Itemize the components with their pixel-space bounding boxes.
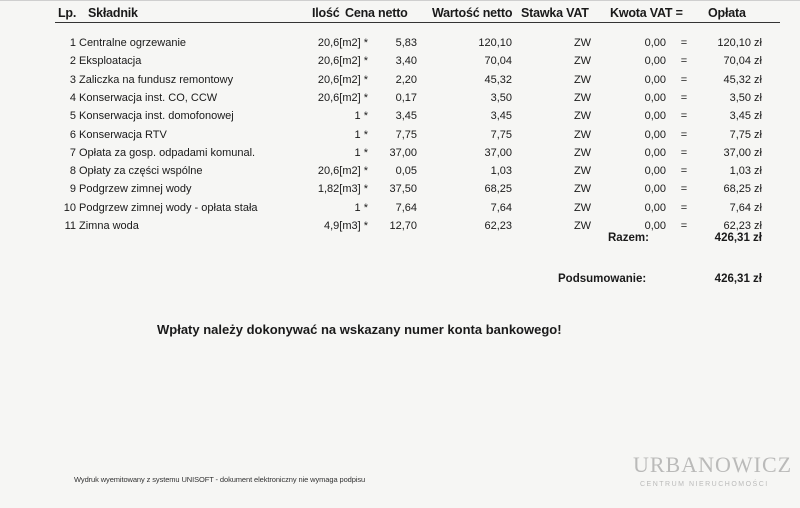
row-quantity: 20,6[m2] * <box>317 37 368 49</box>
row-unit-price: 37,50 <box>389 183 417 196</box>
row-equals-sign: = <box>680 91 688 104</box>
row-vat-amount: 0,00 <box>644 165 666 178</box>
col-header-lp: Lp. <box>58 6 77 20</box>
row-vat-amount: 0,00 <box>644 220 666 232</box>
row-lp: 3 <box>69 73 76 86</box>
row-vat-rate: ZW <box>573 91 592 104</box>
row-net-value: 45,32 <box>484 73 512 86</box>
row-net-value: 7,75 <box>490 128 512 141</box>
row-lp: 7 <box>69 146 76 159</box>
footer-note: Wydruk wyemitowany z systemu UNISOFT - dokument elektroniczny nie wymaga podpisu <box>74 475 366 484</box>
watermark-logo-subtext: CENTRUM NIERUCHOMOŚCI <box>640 481 769 488</box>
row-net-value: 62,23 <box>484 220 512 232</box>
table-row <box>0 92 800 110</box>
table-row <box>0 129 800 147</box>
row-name: Eksploatacja <box>79 55 142 68</box>
row-lp: 10 <box>63 201 76 214</box>
col-header-stawka: Stawka VAT <box>521 6 589 20</box>
row-net-value: 3,45 <box>490 110 512 123</box>
row-quantity: 20,6[m2] * <box>317 165 368 178</box>
row-lp: 2 <box>69 55 76 68</box>
row-lp: 6 <box>69 128 76 141</box>
col-header-oplata: Opłata <box>708 6 746 20</box>
row-vat-rate: ZW <box>573 128 592 141</box>
row-name: Zimna woda <box>79 220 139 232</box>
podsumowanie-value: 426,31 zł <box>714 273 762 285</box>
row-equals-sign: = <box>680 55 688 68</box>
row-equals-sign: = <box>680 128 688 141</box>
watermark-logo-text: URBANOWICZ <box>633 452 793 477</box>
table-row <box>0 37 800 55</box>
row-equals-sign: = <box>680 37 688 49</box>
row-payment: 62,23 zł <box>723 220 762 232</box>
row-quantity: 1 * <box>354 110 368 123</box>
table-row <box>0 147 800 165</box>
row-lp: 4 <box>69 91 76 104</box>
row-payment: 68,25 zł <box>723 183 762 196</box>
row-name: Podgrzew zimnej wody - opłata stała <box>79 201 258 214</box>
row-vat-rate: ZW <box>573 183 592 196</box>
row-vat-rate: ZW <box>573 165 592 178</box>
col-header-ilosc: Ilość <box>312 6 340 20</box>
razem-value: 426,31 zł <box>714 232 762 244</box>
podsumowanie-label: Podsumowanie: <box>558 273 647 285</box>
row-name: Opłaty za części wspólne <box>79 165 203 178</box>
row-lp: 11 <box>64 220 76 232</box>
row-unit-price: 7,75 <box>395 128 417 141</box>
row-name: Zaliczka na fundusz remontowy <box>79 73 234 86</box>
table-row <box>0 55 800 73</box>
row-vat-rate: ZW <box>573 55 592 68</box>
row-net-value: 1,03 <box>490 165 512 178</box>
row-vat-rate: ZW <box>573 220 592 232</box>
row-lp: 8 <box>69 165 76 178</box>
row-unit-price: 0,17 <box>395 91 417 104</box>
row-quantity: 1 * <box>354 128 368 141</box>
row-quantity: 20,6[m2] * <box>317 73 368 86</box>
table-row <box>0 165 800 183</box>
row-payment: 45,32 zł <box>723 73 762 86</box>
row-payment: 7,64 zł <box>729 201 762 214</box>
row-net-value: 120,10 <box>478 37 512 49</box>
row-lp: 9 <box>69 183 76 196</box>
row-unit-price: 3,45 <box>395 110 417 123</box>
row-unit-price: 2,20 <box>395 73 417 86</box>
row-payment: 3,50 zł <box>729 91 762 104</box>
row-net-value: 37,00 <box>484 146 512 159</box>
row-vat-rate: ZW <box>573 146 592 159</box>
row-vat-rate: ZW <box>573 37 592 49</box>
row-unit-price: 3,40 <box>395 55 417 68</box>
row-net-value: 7,64 <box>490 201 512 214</box>
row-vat-amount: 0,00 <box>644 183 666 196</box>
row-quantity: 4,9[m3] * <box>323 220 368 232</box>
row-equals-sign: = <box>680 183 688 196</box>
table-row <box>0 183 800 201</box>
row-name: Centralne ogrzewanie <box>79 37 187 49</box>
row-lp: 5 <box>69 110 76 123</box>
row-payment: 1,03 zł <box>729 165 762 178</box>
col-header-cena: Cena netto <box>345 6 408 20</box>
row-quantity: 20,6[m2] * <box>317 55 368 68</box>
row-vat-amount: 0,00 <box>644 110 666 123</box>
row-net-value: 68,25 <box>484 183 512 196</box>
table-row <box>0 74 800 92</box>
row-unit-price: 37,00 <box>389 146 417 159</box>
row-vat-amount: 0,00 <box>644 91 666 104</box>
row-vat-rate: ZW <box>573 110 592 123</box>
row-name: Opłata za gosp. odpadami komunal. <box>79 146 256 159</box>
row-payment: 120,10 zł <box>717 37 762 49</box>
row-vat-rate: ZW <box>573 73 592 86</box>
row-equals-sign: = <box>680 201 688 214</box>
row-vat-amount: 0,00 <box>644 128 666 141</box>
row-equals-sign: = <box>680 73 688 86</box>
row-net-value: 70,04 <box>484 55 512 68</box>
row-payment: 3,45 zł <box>729 110 762 123</box>
col-header-wartosc: Wartość netto <box>432 6 513 20</box>
table-row <box>0 220 800 238</box>
row-vat-amount: 0,00 <box>644 37 666 49</box>
row-vat-amount: 0,00 <box>644 201 666 214</box>
row-equals-sign: = <box>680 165 688 178</box>
row-quantity: 1,82[m3] * <box>317 183 368 196</box>
row-name: Konserwacja inst. domofonowej <box>79 110 234 123</box>
table-row <box>0 202 800 220</box>
row-lp: 1 <box>69 37 76 49</box>
row-quantity: 1 * <box>354 201 368 214</box>
row-name: Konserwacja RTV <box>79 128 167 141</box>
table-row <box>0 110 800 128</box>
row-name: Konserwacja inst. CO, CCW <box>79 91 218 104</box>
row-vat-amount: 0,00 <box>644 55 666 68</box>
row-unit-price: 7,64 <box>395 201 417 214</box>
row-unit-price: 0,05 <box>395 165 417 178</box>
row-equals-sign: = <box>680 220 688 232</box>
row-vat-rate: ZW <box>573 201 592 214</box>
row-name: Podgrzew zimnej wody <box>79 183 192 196</box>
row-net-value: 3,50 <box>490 91 512 104</box>
row-equals-sign: = <box>680 110 688 123</box>
row-payment: 37,00 zł <box>723 146 762 159</box>
row-payment: 7,75 zł <box>729 128 762 141</box>
razem-label: Razem: <box>608 232 649 244</box>
scan-edge <box>0 0 800 1</box>
row-vat-amount: 0,00 <box>644 146 666 159</box>
row-quantity: 1 * <box>354 146 368 159</box>
row-equals-sign: = <box>680 146 688 159</box>
payment-notice: Wpłaty należy dokonywać na wskazany numer konta bankowego! <box>157 322 562 337</box>
row-quantity: 20,6[m2] * <box>317 91 368 104</box>
row-payment: 70,04 zł <box>723 55 762 68</box>
row-unit-price: 5,83 <box>395 37 417 49</box>
row-unit-price: 12,70 <box>389 220 417 232</box>
col-header-kwota: Kwota VAT = <box>610 6 683 20</box>
header-divider <box>55 22 780 23</box>
row-vat-amount: 0,00 <box>644 73 666 86</box>
col-header-skladnik: Składnik <box>88 6 138 20</box>
